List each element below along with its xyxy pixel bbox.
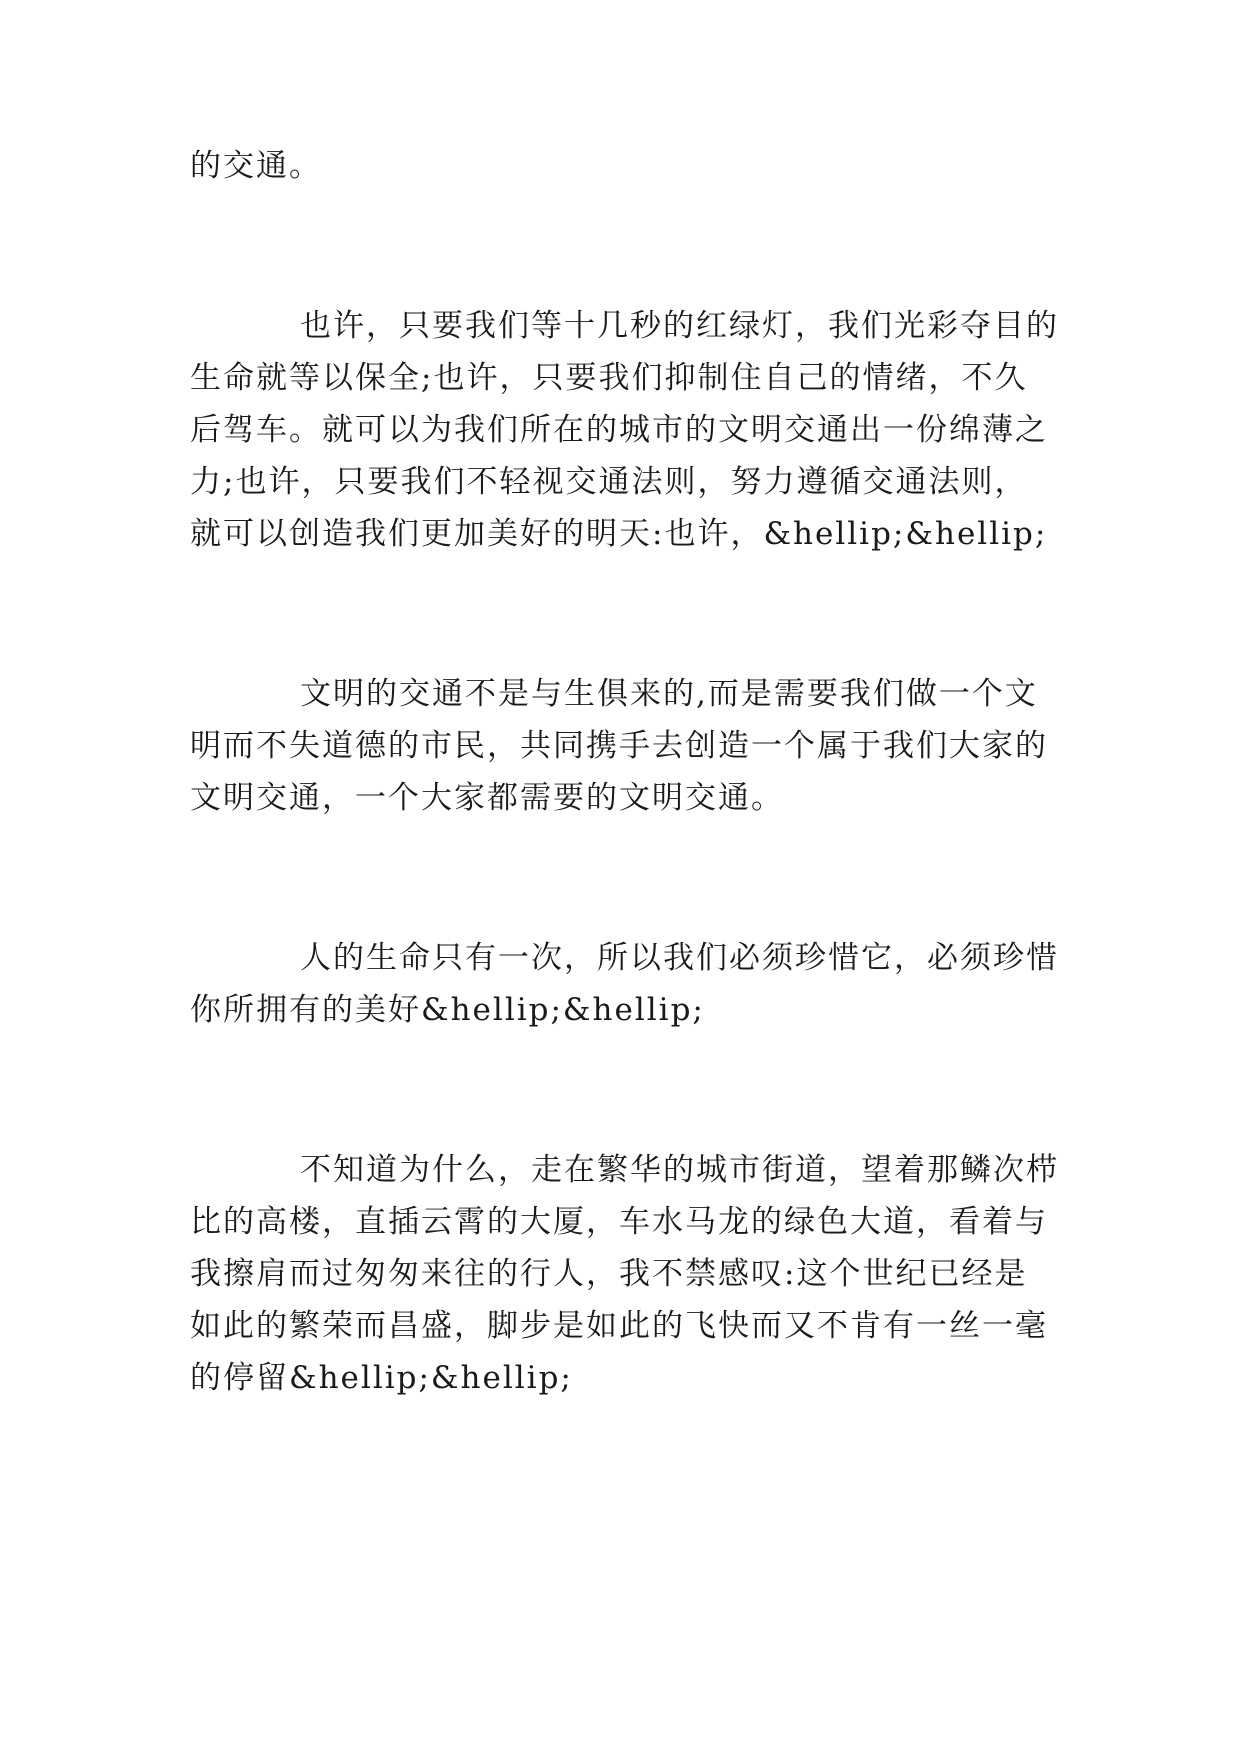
paragraph-line: 就可以创造我们更加美好的明天:也许，&hellip;&hellip; [190,516,1048,552]
paragraph-line: 文明的交通不是与生俱来的,而是需要我们做一个文 [300,676,1038,712]
paragraph-line: 人的生命只有一次，所以我们必须珍惜它，必须珍惜 [300,940,1059,976]
paragraph-line: 我擦肩而过匆匆来往的行人，我不禁感叹:这个世纪已经是 [190,1256,1028,1292]
paragraph-line: 力;也许，只要我们不轻视交通法则，努力遵循交通法则， [190,464,1028,500]
paragraph-line: 后驾车。就可以为我们所在的城市的文明交通出一份绵薄之 [190,412,1048,448]
paragraph-line: 比的高楼，直插云霄的大厦，车水马龙的绿色大道，看着与 [190,1204,1048,1240]
paragraph-line: 生命就等以保全;也许，只要我们抑制住自己的情绪，不久 [190,360,1028,396]
paragraph-line: 文明交通，一个大家都需要的文明交通。 [190,780,784,816]
paragraph-line: 你所拥有的美好&hellip;&hellip; [190,992,705,1028]
paragraph-line: 也许，只要我们等十几秒的红绿灯，我们光彩夺目的 [300,308,1059,344]
paragraph-line: 如此的繁荣而昌盛，脚步是如此的飞快而又不肯有一丝一毫 [190,1308,1048,1344]
paragraph-line: 明而不失道德的市民，共同携手去创造一个属于我们大家的 [190,728,1048,764]
paragraph-line: 不知道为什么，走在繁华的城市街道，望着那鳞次栉 [300,1152,1059,1188]
paragraph-line: 的停留&hellip;&hellip; [190,1360,573,1396]
paragraph-line: 的交通。 [190,148,322,184]
